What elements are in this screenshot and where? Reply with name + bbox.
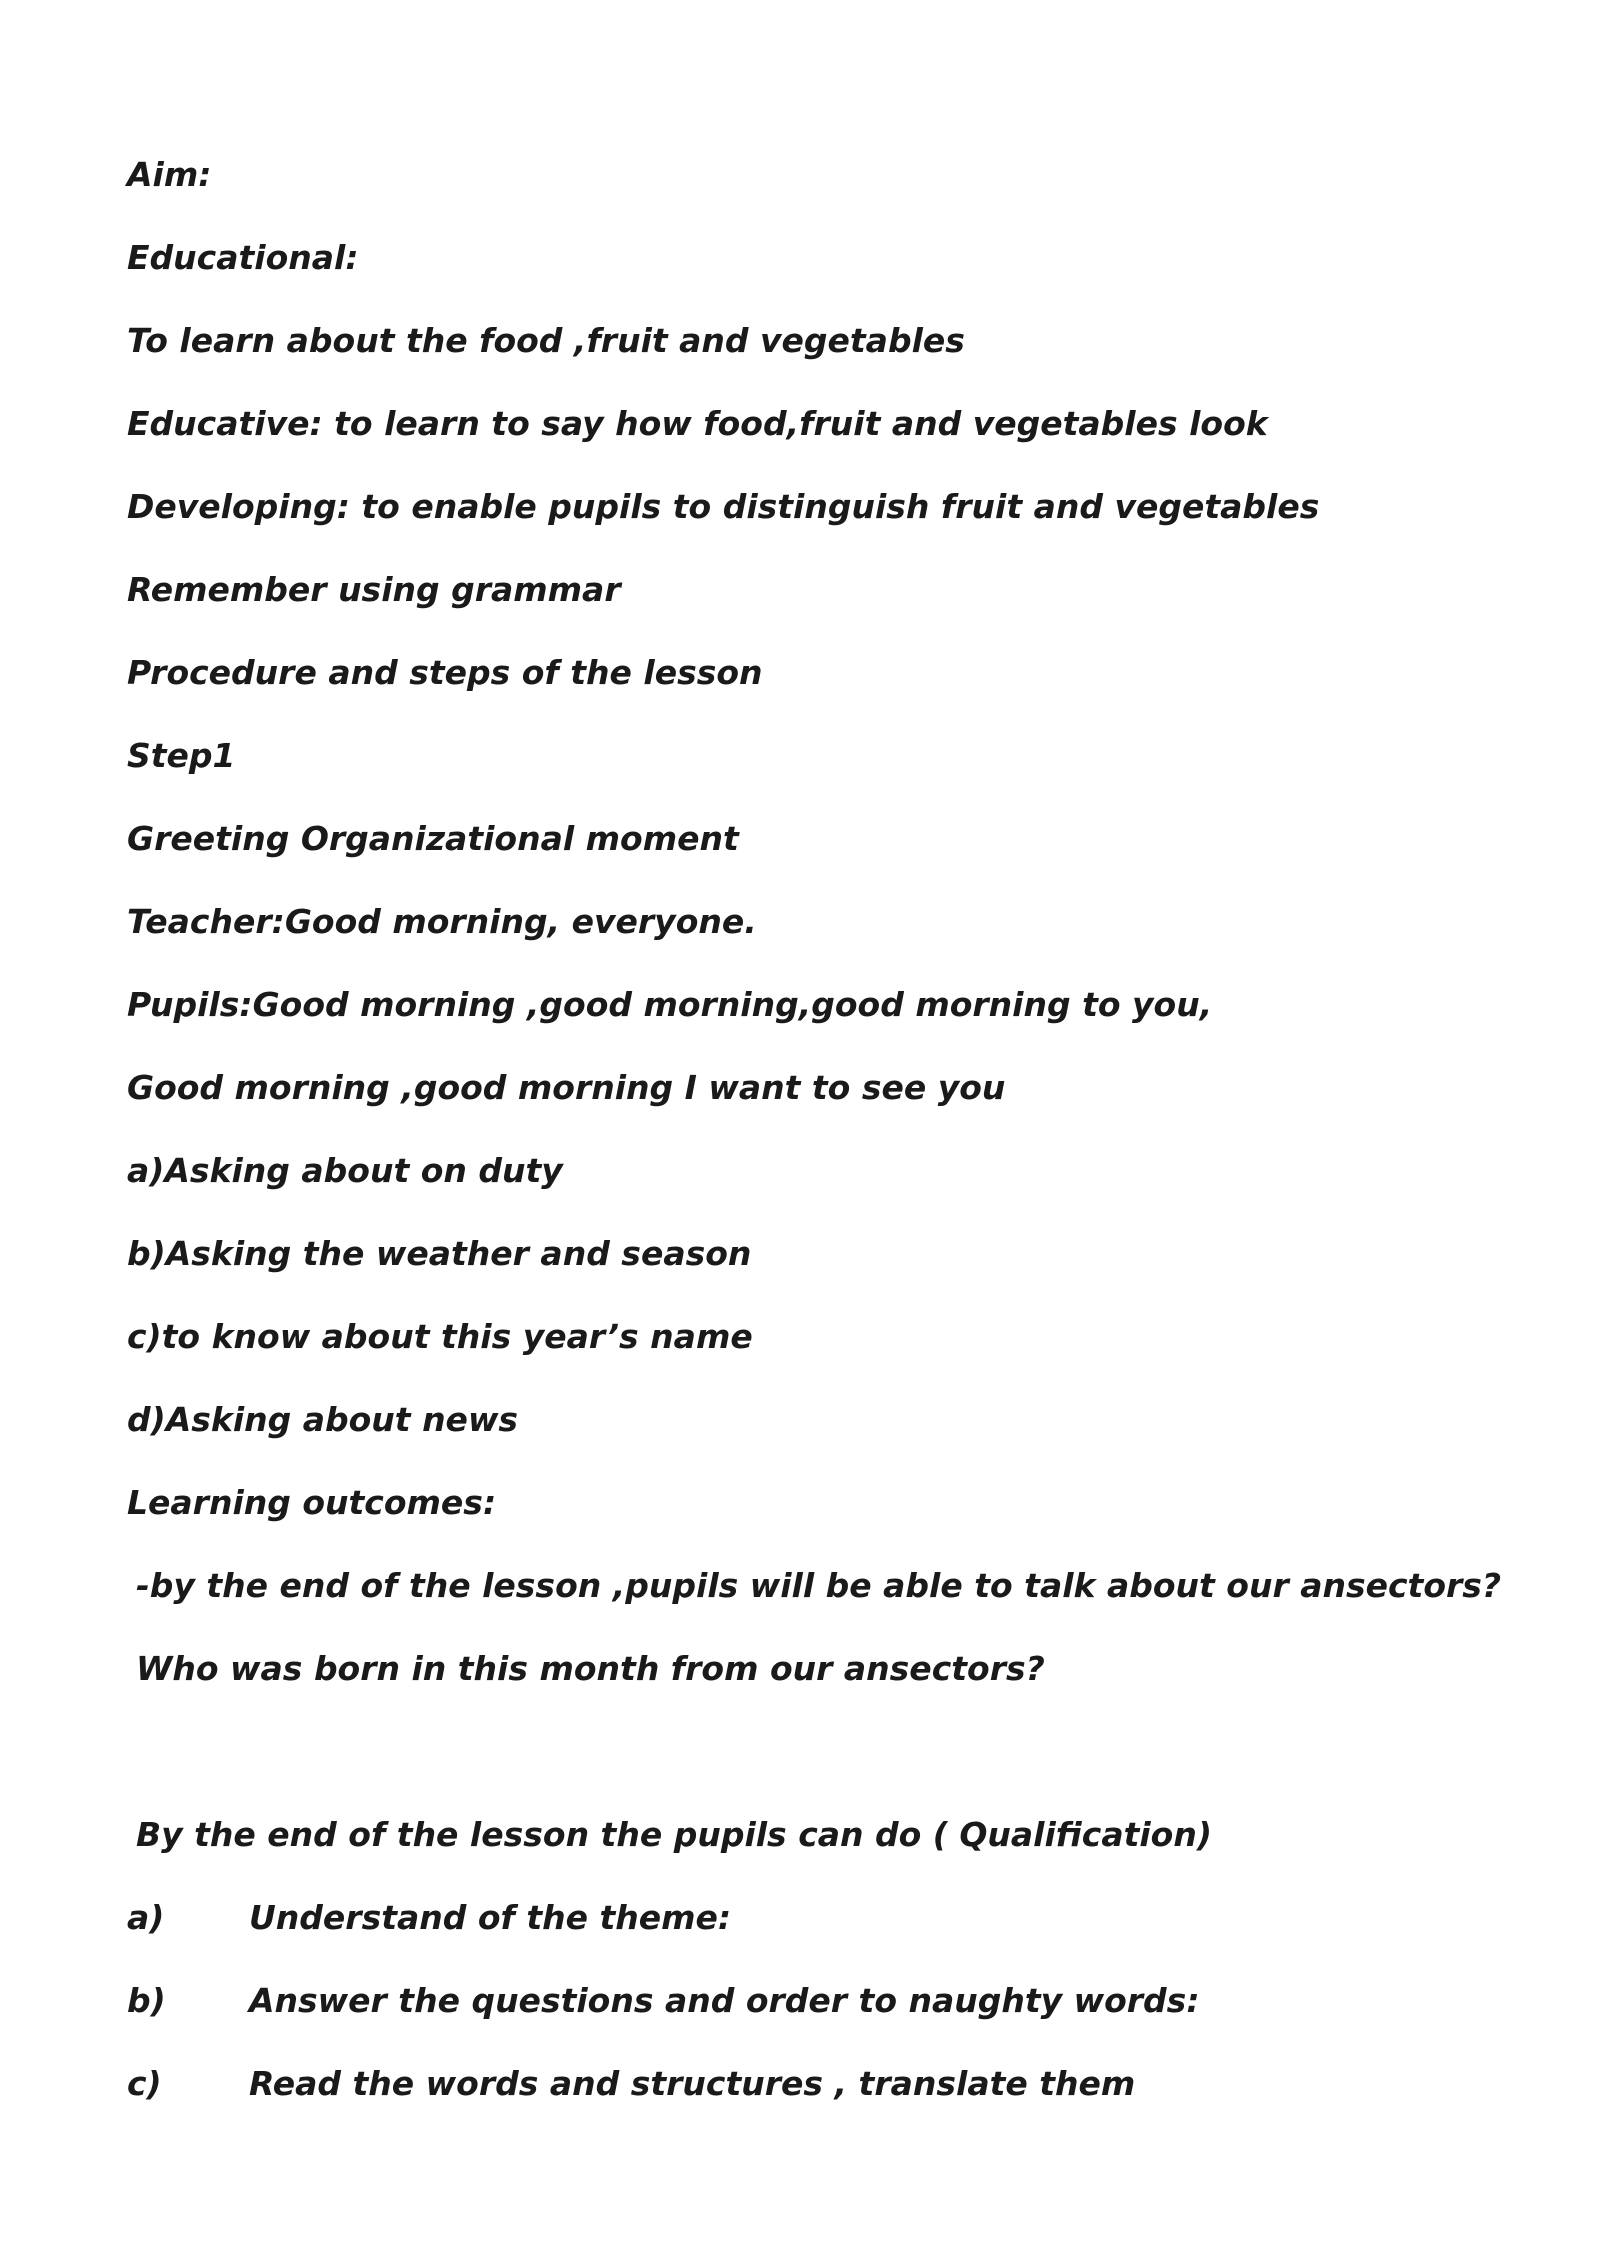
learning-outcomes-heading: Learning outcomes: (127, 1483, 497, 1522)
list-item-d: d)Asking about news (127, 1400, 519, 1439)
procedure-heading: Procedure and steps of the lesson (127, 653, 763, 692)
pupils-line: Pupils:Good morning ,good morning,good morning to you, (127, 985, 1213, 1024)
aim-heading: Aim: (127, 155, 212, 194)
outcome-line-1: -by the end of the lesson ,pupils will be able to talk about our ansectors? (136, 1566, 1502, 1605)
qualification-label-a: a) (127, 1898, 165, 1937)
step-heading: Step1 (127, 736, 236, 775)
educational-text: To learn about the food ,fruit and vegetables (127, 321, 965, 360)
qualification-text-b: Answer the questions and order to naughty words: (249, 1981, 1200, 2020)
list-item-c: c)to know about this year’s name (127, 1317, 753, 1356)
pupils-line-continued: Good morning ,good morning I want to see you (127, 1068, 1006, 1107)
teacher-line: Teacher:Good morning, everyone. (127, 902, 757, 941)
educative-text: Educative: to learn to say how food,fruit and vegetables look (127, 404, 1268, 443)
outcome-line-2: Who was born in this month from our ansectors? (136, 1649, 1045, 1688)
educational-heading: Educational: (127, 238, 359, 277)
qualification-text-a: Understand of the theme: (249, 1898, 732, 1937)
list-item-a: a)Asking about on duty (127, 1151, 563, 1190)
qualification-label-c: c) (127, 2064, 162, 2103)
qualification-text-c: Read the words and structures , translate them (249, 2064, 1136, 2103)
greeting-heading: Greeting Organizational moment (127, 819, 739, 858)
grammar-text: Remember using grammar (127, 570, 621, 609)
developing-text: Developing: to enable pupils to distinguish fruit and vegetables (127, 487, 1320, 526)
list-item-b: b)Asking the weather and season (127, 1234, 752, 1273)
qualification-heading: By the end of the lesson the pupils can do ( Qualification) (136, 1815, 1212, 1854)
qualification-label-b: b) (127, 1981, 166, 2020)
